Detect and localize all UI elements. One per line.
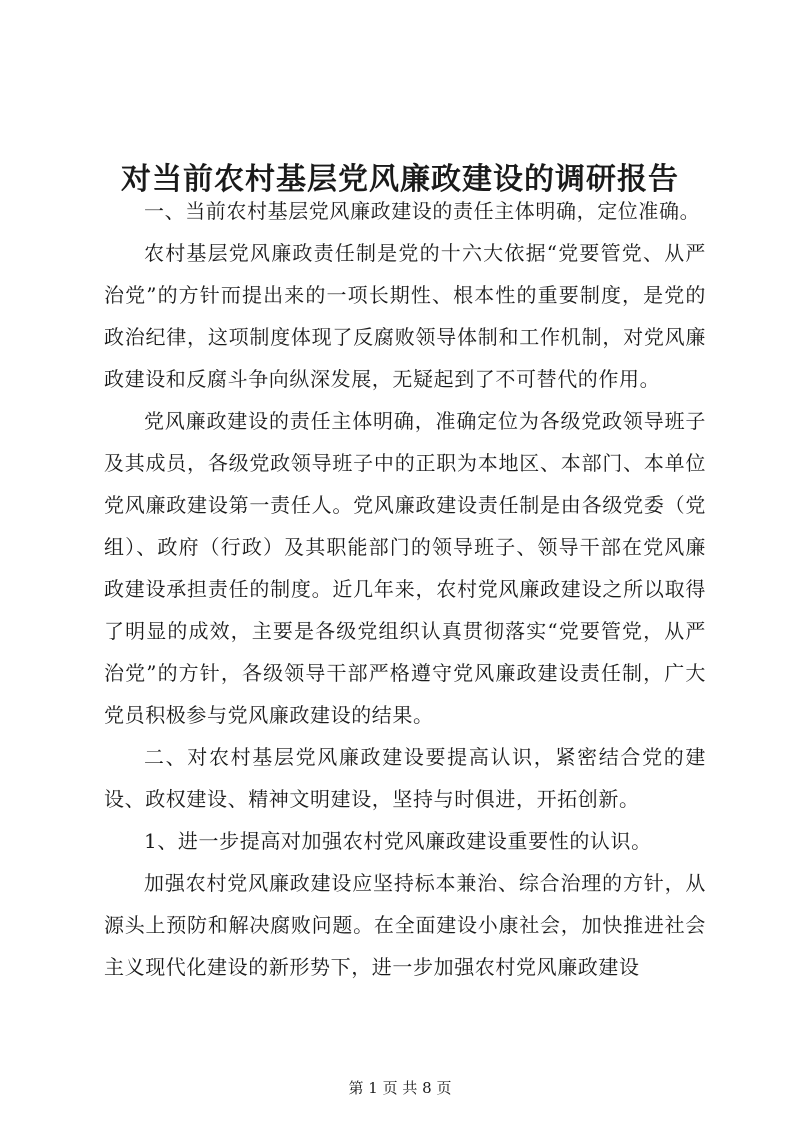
body-paragraph: 加强农村党风廉政建设应坚持标本兼治、综合治理的方针，从源头上预防和解决腐败问题。在全面建设小康社会，加快推进社会主义现代化建设的新形势下，进一步加强农村党风廉政建设 bbox=[104, 871, 706, 979]
page-number-footer: 第 1 页 共 8 页 bbox=[348, 1079, 452, 1097]
document-body bbox=[104, 190, 706, 988]
document-title: 对当前农村基层党风廉政建设的调研报告 bbox=[121, 162, 679, 198]
body-paragraph: 党风廉政建设的责任主体明确，准确定位为各级党政领导班子及其成员，各级党政领导班子中的正职为本地区、本部门、本单位党风廉政建设第一责任人。党风廉政建设责任制是由各级党委（党组）、政府（行政）及其职能部门的领导班子、领导干部在党风廉政建设承担责任的制度。近几年来，农村党风廉政建设之所以取得了明显的成效，主要是各级党组织认真贯彻落实“党要管党，从严治党”的方针，各级领导干部严格遵守党风廉政建设责任制，广大党员积极参与党风廉政建设的结果。 bbox=[104, 409, 706, 727]
body-paragraph: 农村基层党风廉政责任制是党的十六大依据“党要管党、从严治党”的方针而提出来的一项长期性、根本性的重要制度，是党的政治纪律，这项制度体现了反腐败领导体制和工作机制，对党风廉政建设和反腐斗争向纵深发展，无疑起到了不可替代的作用。 bbox=[104, 241, 706, 391]
section-heading-1: 一、当前农村基层党风廉政建设的责任主体明确，定位准确。 bbox=[144, 199, 701, 223]
section-heading-2: 二、对农村基层党风廉政建设要提高认识，紧密结合党的建设、政权建设、精神文明建设，坚持与时俱进，开拓创新。 bbox=[104, 745, 706, 811]
subsection-heading-1: 1、进一步提高对加强农村党风廉政建设重要性的认识。 bbox=[144, 829, 652, 853]
